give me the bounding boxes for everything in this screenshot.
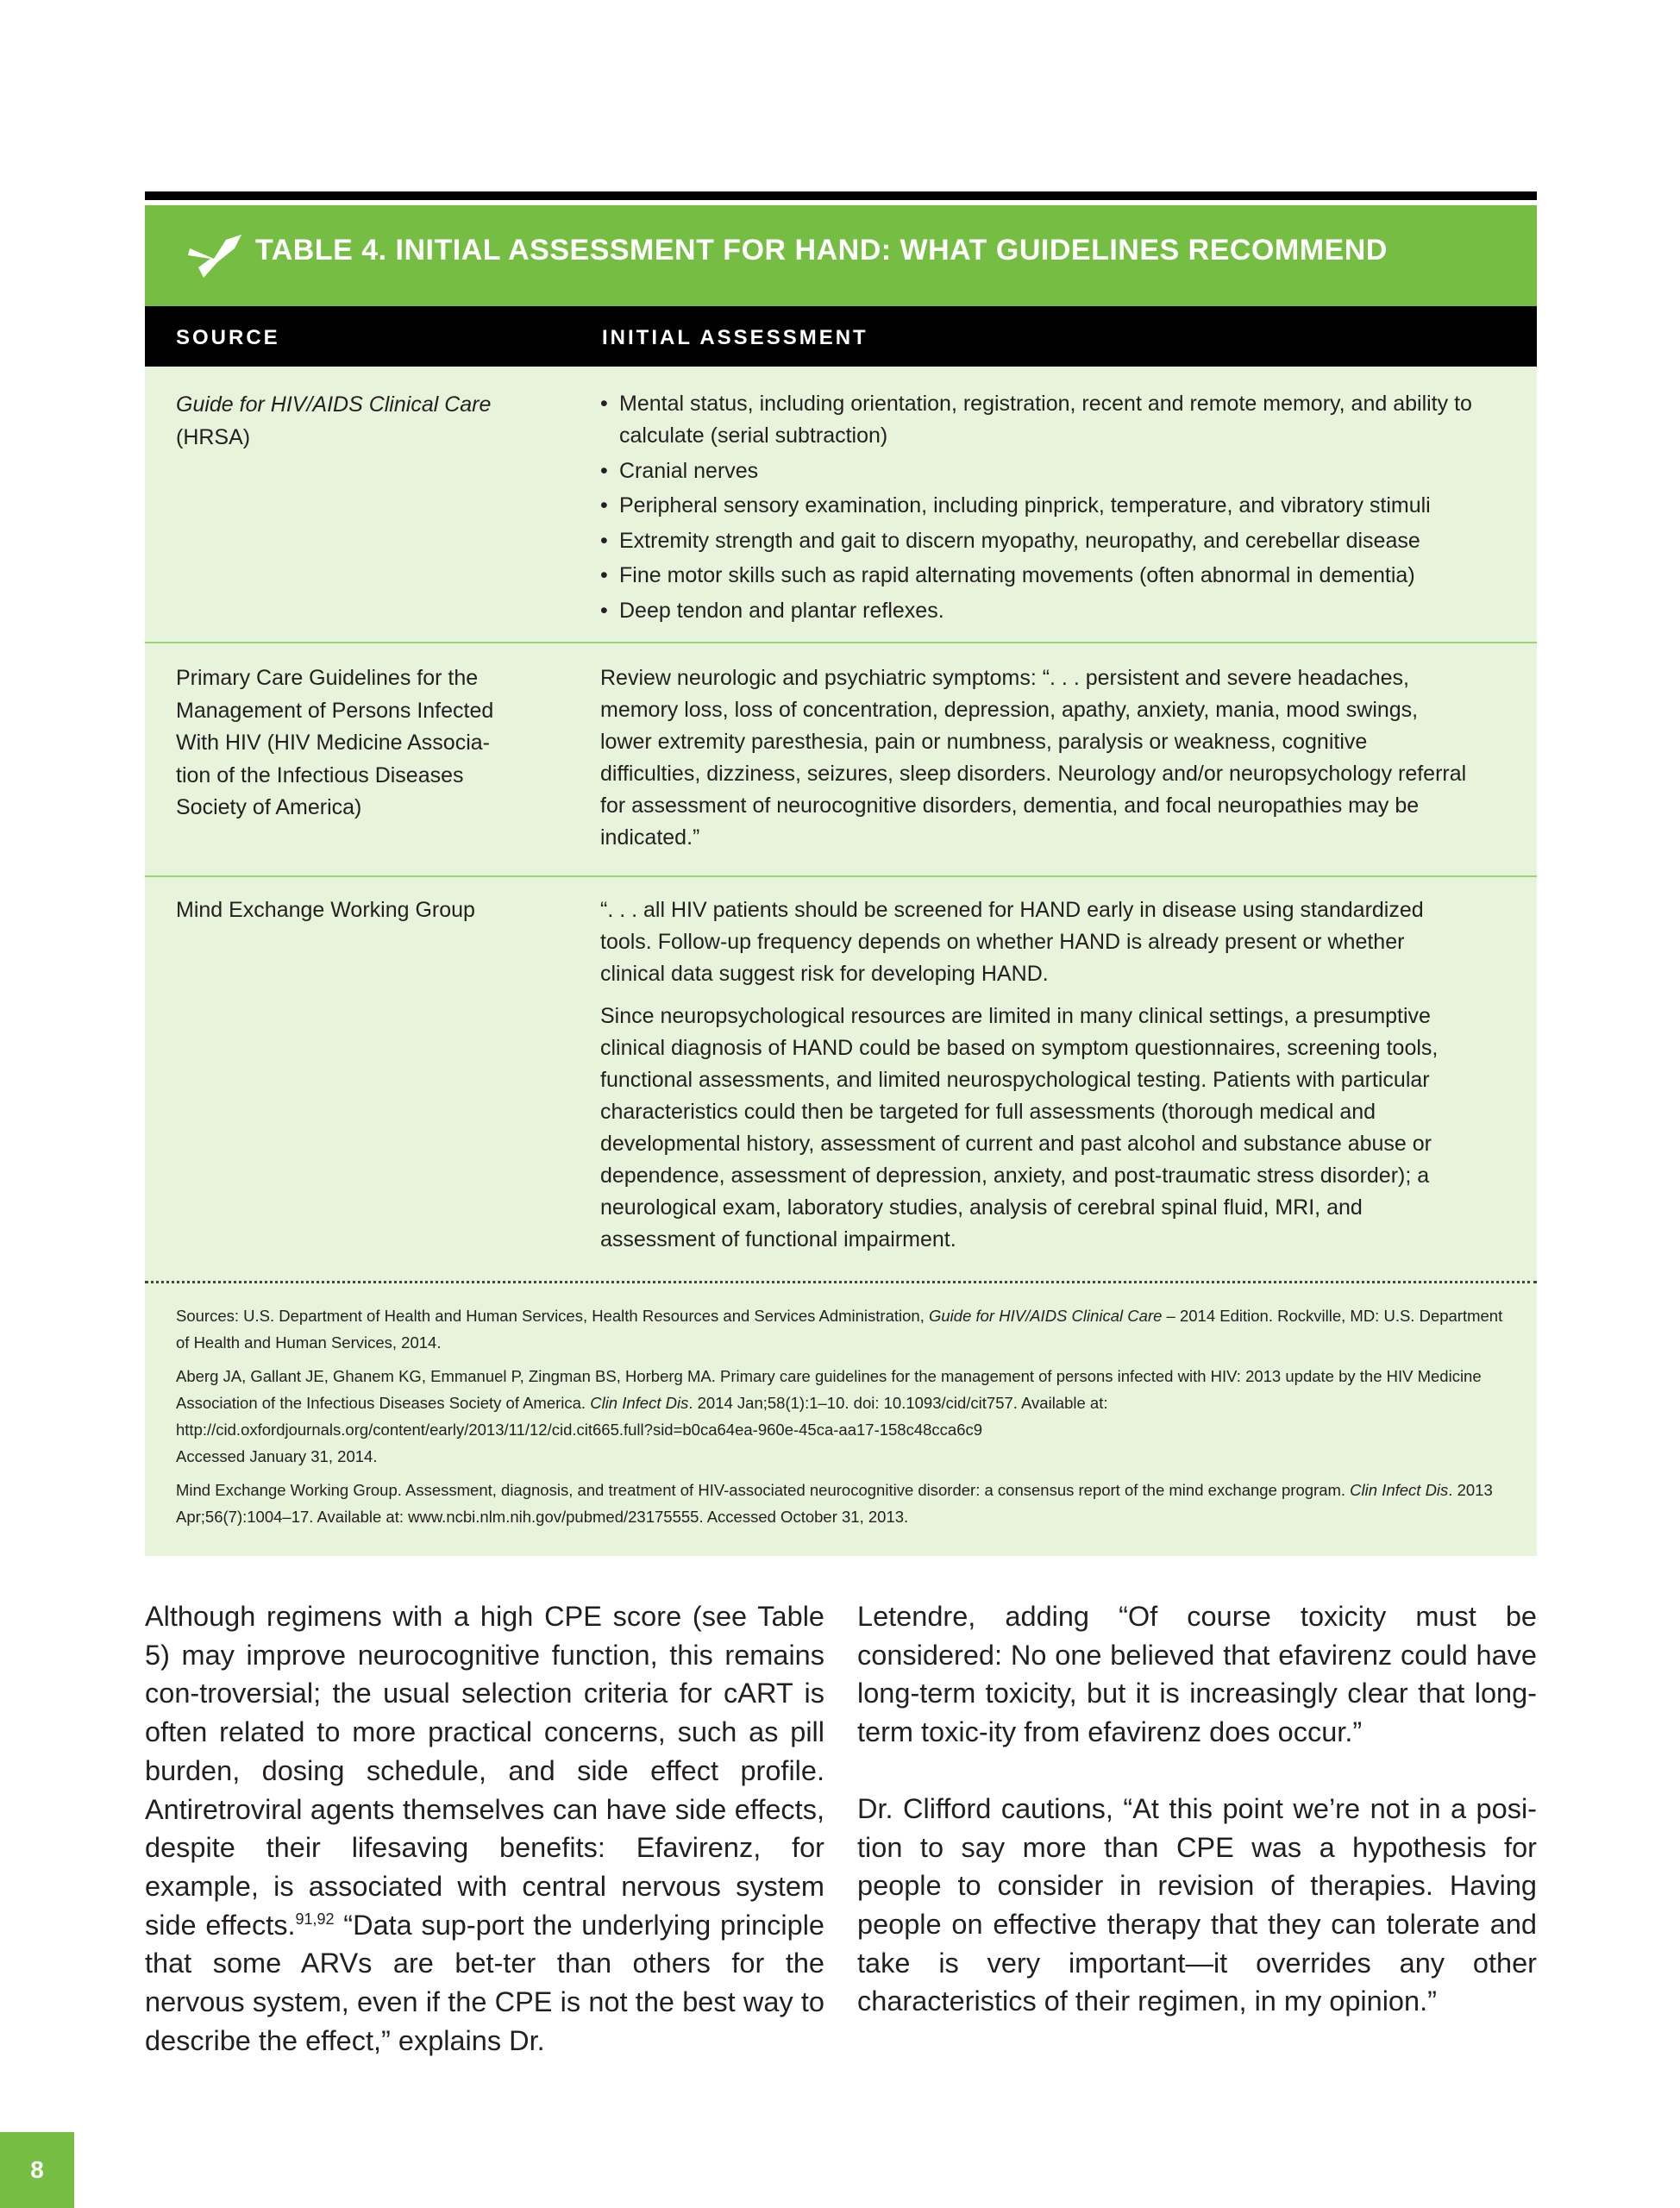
list-item: • Deep tendon and plantar reflexes. xyxy=(600,595,1489,627)
source-cell xyxy=(176,389,538,454)
source-title: Guide for HIV/AIDS Clinical Care xyxy=(176,392,492,417)
source-cell: Primary Care Guidelines for the Management of Persons Infected With HIV (HIV Medicine Associa-tion of the Infectious Diseases Society of America) xyxy=(176,666,494,819)
assessment-list xyxy=(600,388,1489,627)
table-body xyxy=(145,367,1537,1281)
table-4 xyxy=(145,205,1537,1556)
table-row xyxy=(145,643,1537,877)
page-number: 8 xyxy=(0,2132,74,2208)
header-initial-assessment: INITIAL ASSESSMENT xyxy=(602,326,868,349)
list-item: • Mental status, including orientation, registration, recent and remote memory, and ability to calculate (serial subtraction) xyxy=(600,388,1489,452)
list-item: • Extremity strength and gait to discern myopathy, neuropathy, and cerebellar disease xyxy=(600,525,1489,557)
list-item: • Cranial nerves xyxy=(600,455,1489,487)
source-org: (HRSA) xyxy=(176,424,251,449)
assessment-paragraph: “. . . all HIV patients should be screened for HAND early in disease using standardized tools. Follow-up frequency depends on whether HAND is already present or whether clinical data suggest risk for developing HAND. xyxy=(600,898,1424,986)
assessment-cell xyxy=(600,894,1463,1266)
source-note: Aberg JA, Gallant JE, Ghanem KG, Emmanuel P, Zingman BS, Horberg MA. Primary care guidelines for the management of persons infected with HIV: 2013 update by the HIV Medicine Association of the Infectious Diseases Society of America. Clin Infect Dis. 2014 Jan;58(1):1–10. doi: 10.1093/cid/cit757. Available at: http://cid.oxfordjournals.org/content/early/2013/11/12/cid.cit665.full?sid=b0ca64ea-960e-45ca-aa17-158c48cca6c9 xyxy=(176,1367,1482,1439)
left-column xyxy=(145,1597,824,2098)
table-row xyxy=(145,877,1537,1281)
top-rule xyxy=(145,191,1537,200)
source-cell: Mind Exchange Working Group xyxy=(176,898,475,922)
right-column xyxy=(857,1597,1537,2059)
table-row xyxy=(145,367,1537,643)
list-item: • Fine motor skills such as rapid alternating movements (often abnormal in dementia) xyxy=(600,560,1489,592)
table-sources xyxy=(145,1281,1537,1556)
source-note: Sources: U.S. Department of Health and Human Services, Health Resources and Services Administration, Guide for HIV/AIDS Clinical Care – 2014 Edition. Rockville, MD: U.S. Department of Health and Human Services, 2014. xyxy=(176,1307,1503,1352)
assessment-cell: Review neurologic and psychiatric symptoms: “. . . persistent and severe headaches, memory loss, loss of concentration, depression, apathy, anxiety, mania, mood swings, lower extremity paresthesia, pain or numbness, paralysis or weakness, cognitive difficulties, dizziness, seizures, sleep disorders. Neurology and/or neuropsychology referral for assessment of neurocognitive disorders, dementia, and focal neuropathies may be indicated.” xyxy=(600,666,1467,850)
table-title: TABLE 4. INITIAL ASSESSMENT FOR HAND: WHAT GUIDELINES RECOMMEND xyxy=(255,234,1388,267)
assessment-cell xyxy=(600,388,1489,630)
body-paragraph: Dr. Clifford cautions, “At this point we’re not in a posi-tion to say more than CPE was a hypothesis for people to consider in revision of therapies. Having people on effective therapy that they can tolerate and take is very important—it overrides any other characteristics of their regimen, in my opinion.” xyxy=(857,1792,1537,2017)
assessment-paragraph: Since neuropsychological resources are limited in many clinical settings, a presumptive clinical diagnosis of HAND could be based on symptom questionnaires, screening tools, functional assessments, and limited neurospychological testing. Patients with particular characteristics could then be targeted for full assessments (thorough medical and developmental history, assessment of current and past alcohol and substance abuse or dependence, assessment of depression, anxiety, and post-traumatic stress disorder); a neurological exam, laboratory studies, analysis of cerebral spinal fluid, MRI, and assessment of functional impairment. xyxy=(600,1004,1439,1251)
source-note-accessed: Accessed January 31, 2014. xyxy=(176,1447,378,1465)
table-title-band xyxy=(145,205,1537,306)
header-source: SOURCE xyxy=(176,326,280,349)
arrow-icon xyxy=(188,233,243,279)
table-header-row xyxy=(145,306,1537,367)
body-paragraph: Although regimens with a high CPE score (see Table 5) may improve neurocognitive function, this remains con-troversial; the usual selection criteria for cART is often related to more practical concerns, such as pill burden, dosing schedule, and side effect profile. Antiretroviral agents themselves can have side effects, despite their lifesaving benefits: Efavirenz, for example, is associated with central nervous system side effects.$^{91,92}$ “Data sup-port the underlying principle that some ARVs are bet-ter than others for the nervous system, even if the CPE is not the best way to describe the effect,” explains Dr. xyxy=(145,1601,824,2056)
body-paragraph: Letendre, adding “Of course toxicity must be considered: No one believed that efavirenz could have long-term toxicity, but it is increasingly clear that long-term toxic-ity from efavirenz does occur.” xyxy=(857,1601,1537,1748)
source-note: Mind Exchange Working Group. Assessment, diagnosis, and treatment of HIV-associated neurocognitive disorder: a consensus report of the mind exchange program. Clin Infect Dis. 2013 Apr;56(7):1004–17. Available at: www.ncbi.nlm.nih.gov/pubmed/23175555. Accessed October 31, 2013. xyxy=(176,1481,1493,1526)
list-item: • Peripheral sensory examination, including pinprick, temperature, and vibratory stimuli xyxy=(600,490,1489,522)
citation-superscript: 91,92 xyxy=(295,1910,335,1928)
